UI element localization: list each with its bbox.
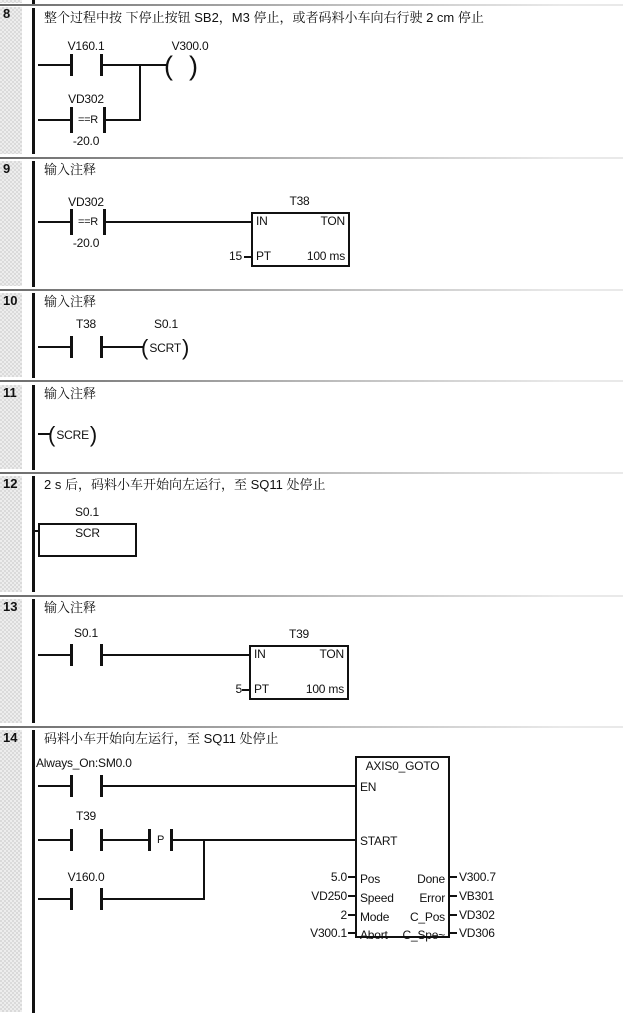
pin-tick <box>242 689 249 691</box>
network-number: 9 <box>3 161 11 176</box>
network-comment[interactable]: 输入注释 <box>44 294 97 309</box>
operand-label[interactable]: Always_On:SM0.0 <box>36 756 132 770</box>
operand-label[interactable]: T39 <box>75 809 97 823</box>
network-sidebar <box>0 7 22 154</box>
power-rail <box>32 293 35 378</box>
coil-right-arc: ) <box>181 335 190 360</box>
scrt-coil[interactable] <box>141 333 189 363</box>
param-value-done[interactable]: V300.7 <box>459 870 496 884</box>
wire <box>38 64 70 66</box>
pin-tick <box>348 932 355 934</box>
box-en-pin: EN <box>360 780 377 794</box>
scr-box[interactable] <box>38 523 137 557</box>
contact-bar <box>70 336 73 358</box>
compare-operator: ==R <box>78 114 98 126</box>
coil-right-arc: ) <box>189 51 198 81</box>
contact-bar <box>70 775 73 797</box>
box-title: AXIS0_GOTO <box>365 759 440 773</box>
box-pos-pin: Pos <box>360 872 381 886</box>
operand-label[interactable]: V160.0 <box>67 870 105 884</box>
coil-left-arc: ( <box>164 51 173 81</box>
operand-label[interactable]: VD302 <box>68 195 104 209</box>
power-rail <box>32 161 35 287</box>
power-rail <box>32 599 35 723</box>
coil-v300-0[interactable] <box>164 51 198 81</box>
param-value-mode[interactable]: 2 <box>340 908 347 922</box>
param-value-pos[interactable]: 5.0 <box>330 870 347 884</box>
positive-edge-contact[interactable] <box>148 829 173 851</box>
wire <box>38 119 70 121</box>
compare-contact-vd302[interactable] <box>70 209 106 235</box>
network-10 <box>0 291 623 380</box>
timer-base-label: 100 ms <box>305 682 344 696</box>
timer-pt-value[interactable]: 5 <box>235 682 242 696</box>
contact-s0-1[interactable] <box>70 644 103 666</box>
wire <box>38 221 70 223</box>
coil-right-arc: ) <box>89 422 98 447</box>
network-sidebar <box>0 599 22 723</box>
contact-bar <box>70 54 73 76</box>
param-value-cspeed[interactable]: VD306 <box>459 926 495 940</box>
contact-bar <box>70 829 73 851</box>
branch-wire <box>139 65 141 121</box>
network-sidebar <box>0 730 22 1012</box>
compare-value[interactable]: -20.0 <box>72 134 100 148</box>
wire <box>38 346 70 348</box>
wire <box>106 221 251 223</box>
network-number: 11 <box>3 385 17 400</box>
operand-label[interactable]: T38 <box>75 317 97 331</box>
network-comment[interactable]: 输入注释 <box>44 386 97 401</box>
param-value-cpos[interactable]: VD302 <box>459 908 495 922</box>
timer-pt-label: PT <box>256 249 271 263</box>
wire <box>106 119 141 121</box>
network-number: 10 <box>3 293 18 308</box>
network-11 <box>0 382 623 471</box>
network-13 <box>0 597 623 726</box>
network-9 <box>0 159 623 289</box>
operand-label[interactable]: S0.1 <box>74 626 98 640</box>
network-comment[interactable]: 码料小车开始向左运行，至 SQ11 处停止 <box>44 731 279 746</box>
wire <box>38 839 70 841</box>
param-value-error[interactable]: VB301 <box>459 889 495 903</box>
wire <box>38 785 70 787</box>
wire <box>103 346 143 348</box>
wire <box>103 64 168 66</box>
timer-pt-label: PT <box>254 682 269 696</box>
compare-operator: ==R <box>78 216 98 228</box>
box-mode-pin: Mode <box>360 910 390 924</box>
contact-always-on[interactable] <box>70 775 103 797</box>
timer-box-t39[interactable] <box>249 645 349 700</box>
wire <box>103 654 249 656</box>
wire <box>38 654 70 656</box>
compare-value[interactable]: -20.0 <box>72 236 100 250</box>
timer-name[interactable]: T38 <box>289 194 310 208</box>
network-14 <box>0 728 623 1026</box>
network-12 <box>0 473 623 595</box>
operand-label[interactable]: S0.1 <box>154 317 178 331</box>
timer-in-label: IN <box>254 647 266 661</box>
operand-label[interactable]: V300.0 <box>171 39 209 53</box>
network-number: 8 <box>3 6 11 21</box>
box-done-pin: Done <box>417 872 445 886</box>
pin-tick <box>244 256 251 258</box>
axis0-goto-box[interactable] <box>355 756 450 942</box>
timer-name[interactable]: T39 <box>288 627 310 641</box>
box-cspeed-pin: C_Spe~ <box>402 928 445 942</box>
timer-type-label: TON <box>319 647 344 661</box>
scr-mnemonic: SCR <box>75 526 100 540</box>
box-speed-pin: Speed <box>360 891 394 905</box>
wire <box>103 839 148 841</box>
operand-label[interactable]: S0.1 <box>75 505 99 519</box>
power-rail <box>32 8 35 154</box>
power-rail <box>32 385 35 470</box>
network-comment[interactable]: 整个过程中按 下停止按钮 SB2，M3 停止，或者码料小车向右行驶 2 cm 停止 <box>44 10 484 25</box>
network-comment[interactable]: 输入注释 <box>44 162 97 177</box>
param-value-abort[interactable]: V300.1 <box>310 926 347 940</box>
box-cpos-pin: C_Pos <box>409 910 445 924</box>
contact-v160-1[interactable] <box>70 54 103 76</box>
pin-tick <box>450 914 457 916</box>
contact-v160-0[interactable] <box>70 888 103 910</box>
scre-coil[interactable] <box>48 420 97 450</box>
operand-label[interactable]: V160.1 <box>67 39 105 53</box>
box-error-pin: Error <box>419 891 445 905</box>
timer-base-label: 100 ms <box>306 249 345 263</box>
sidebar-remnant <box>0 0 22 3</box>
pin-tick <box>348 914 355 916</box>
network-number: 13 <box>3 599 18 614</box>
pin-tick <box>450 932 457 934</box>
network-separator <box>0 4 623 6</box>
pin-tick <box>450 876 457 878</box>
network-comment[interactable]: 2 s 后，码料小车开始向左运行，至 SQ11 处停止 <box>44 477 326 492</box>
pin-tick <box>348 895 355 897</box>
timer-type-label: TON <box>320 214 345 228</box>
network-sidebar <box>0 476 22 592</box>
coil-mnemonic: SCRE <box>56 428 89 442</box>
wire <box>103 785 355 787</box>
box-abort-pin: Abort <box>360 928 388 942</box>
contact-bar <box>70 888 73 910</box>
network-8 <box>0 7 623 157</box>
network-sidebar <box>0 161 22 286</box>
box-start-pin: START <box>360 834 398 848</box>
edge-operator: P <box>156 834 165 846</box>
power-rail <box>32 476 35 592</box>
wire <box>173 839 355 841</box>
power-rail <box>32 730 35 1013</box>
operand-label[interactable]: VD302 <box>68 92 104 106</box>
network-number: 12 <box>3 476 18 491</box>
wire <box>103 898 205 900</box>
param-value-speed[interactable]: VD250 <box>311 889 347 903</box>
timer-in-label: IN <box>256 214 268 228</box>
wire <box>38 898 70 900</box>
timer-box-t38[interactable] <box>251 212 350 267</box>
coil-mnemonic: SCRT <box>149 341 181 355</box>
network-comment[interactable]: 输入注释 <box>44 600 97 615</box>
contact-t39[interactable] <box>70 829 103 851</box>
coil-left-arc: ( <box>48 422 56 447</box>
pin-tick <box>450 895 457 897</box>
timer-pt-value[interactable]: 15 <box>229 249 242 263</box>
pin-tick <box>348 876 355 878</box>
network-number: 14 <box>3 730 18 745</box>
contact-bar <box>70 644 73 666</box>
coil-left-arc: ( <box>141 335 149 360</box>
compare-contact-vd302[interactable] <box>70 107 106 133</box>
contact-t38[interactable] <box>70 336 103 358</box>
branch-wire <box>203 840 205 900</box>
